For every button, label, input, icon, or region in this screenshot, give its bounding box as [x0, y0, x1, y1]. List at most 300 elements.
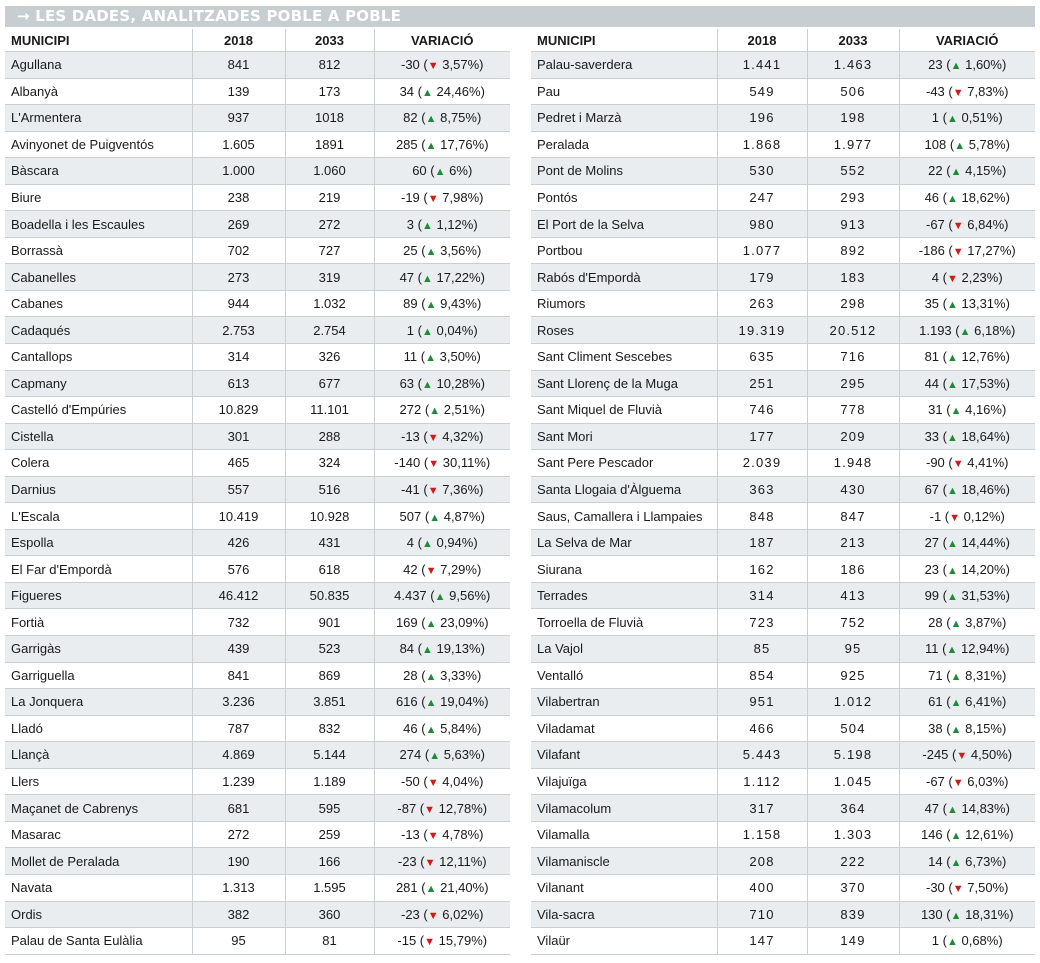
population-2033: 364 [807, 795, 899, 822]
variation-percent: 12,61% [965, 827, 1010, 843]
population-2018: 466 [717, 715, 807, 742]
variation-change: 1 [931, 110, 940, 126]
paren-close: ) [1004, 880, 1009, 896]
municipality-name: Portbou [531, 237, 717, 264]
triangle-up-icon: ▲ [946, 538, 958, 551]
variation-percent: 18,31% [965, 906, 1010, 922]
variation-cell [374, 52, 510, 79]
population-2018: 5.443 [717, 742, 807, 769]
table-row [5, 715, 510, 742]
municipality-name: Cadaqués [5, 317, 192, 344]
paren-open: ( [942, 720, 951, 736]
variation-percent: 4,78% [442, 827, 480, 843]
paren-open: ( [417, 694, 426, 710]
population-2018: 681 [192, 795, 285, 822]
triangle-up-icon: ▲ [946, 352, 958, 365]
variation-percent: 21,40% [440, 880, 485, 896]
population-2033: 326 [285, 344, 374, 371]
variation-cell [899, 131, 1035, 158]
table-row [5, 582, 510, 609]
triangle-up-icon: ▲ [425, 113, 437, 126]
triangle-up-icon: ▲ [425, 883, 437, 896]
paren-open: ( [417, 667, 426, 683]
section-banner [5, 6, 1035, 27]
variation-change: 1 [406, 322, 415, 338]
municipality-name: L'Armentera [5, 105, 192, 132]
variation-cell [899, 689, 1035, 716]
variation-cell [374, 78, 510, 105]
paren-close: ) [473, 216, 478, 232]
paren-close: ) [1011, 322, 1016, 338]
table-row [531, 317, 1035, 344]
municipality-name: Saus, Camallera i Llampaies [531, 503, 717, 530]
variation-change: -186 [918, 243, 945, 259]
variation-change: 27 [924, 535, 940, 551]
population-2018: 19.319 [717, 317, 807, 344]
population-2018: 841 [192, 662, 285, 689]
table-row [531, 662, 1035, 689]
triangle-down-icon: ▼ [427, 909, 439, 922]
municipality-name: Pont de Molins [531, 158, 717, 185]
triangle-up-icon: ▲ [950, 723, 962, 736]
variation-percent: 12,76% [961, 349, 1006, 365]
municipality-name: Llançà [5, 742, 192, 769]
paren-close: ) [998, 269, 1003, 285]
variation-change: -43 [926, 83, 945, 99]
variation-change: 31 [928, 402, 943, 418]
paren-close: ) [479, 774, 484, 790]
paren-close: ) [480, 83, 485, 99]
municipality-name: Darnius [5, 476, 192, 503]
triangle-up-icon: ▲ [950, 670, 962, 683]
population-2018: 10.419 [192, 503, 285, 530]
table-row [531, 211, 1035, 238]
paren-open: ( [417, 136, 426, 152]
population-2033: 5.198 [807, 742, 899, 769]
paren-close: ) [1005, 375, 1010, 391]
paren-open: ( [419, 482, 428, 498]
population-2018: 382 [192, 901, 285, 928]
municipality-name: Torroella de Fluvià [531, 609, 717, 636]
variation-change: 81 [924, 349, 940, 365]
variation-cell [374, 290, 510, 317]
variation-change: 47 [924, 800, 940, 816]
population-2033: 20.512 [807, 317, 899, 344]
paren-open: ( [939, 535, 947, 551]
population-2018: 10.829 [192, 397, 285, 424]
population-2018: 2.039 [717, 450, 807, 477]
paren-open: ( [939, 933, 947, 949]
population-2033: 166 [285, 848, 374, 875]
variation-change: 63 [399, 375, 415, 391]
municipality-name: El Port de la Selva [531, 211, 717, 238]
table-row [5, 768, 510, 795]
population-2018: 314 [192, 344, 285, 371]
paren-close: ) [1007, 747, 1013, 763]
variation-cell [899, 742, 1035, 769]
paren-close: ) [1011, 243, 1016, 259]
municipality-name: Palau de Santa Eulàlia [5, 928, 192, 955]
paren-open: ( [419, 428, 428, 444]
variation-percent: 19,13% [436, 641, 481, 657]
paren-open: ( [939, 269, 947, 285]
paren-close: ) [473, 535, 478, 551]
paren-open: ( [939, 588, 947, 604]
variation-cell [374, 158, 510, 185]
municipality-name: Albanyà [5, 78, 192, 105]
population-2018: 530 [717, 158, 807, 185]
municipality-name: Cistella [5, 423, 192, 450]
variation-cell [374, 264, 510, 291]
municipality-name: Cabanelles [5, 264, 192, 291]
paren-close: ) [484, 880, 489, 896]
triangle-down-icon: ▼ [424, 803, 436, 816]
table-row [531, 450, 1035, 477]
variation-cell [899, 636, 1035, 663]
municipality-name: Garrigàs [5, 636, 192, 663]
variation-change: 14 [928, 853, 943, 869]
triangle-up-icon: ▲ [421, 378, 433, 391]
municipality-name: Vilajuïga [531, 768, 717, 795]
paren-open: ( [417, 243, 426, 259]
paren-open: ( [939, 190, 947, 205]
population-2033: 516 [285, 476, 374, 503]
population-2033: 677 [285, 370, 374, 397]
population-2033: 752 [807, 609, 899, 636]
population-2033: 1018 [285, 105, 374, 132]
paren-close: ) [1009, 906, 1014, 922]
municipality-name: La Jonquera [5, 689, 192, 716]
triangle-up-icon: ▲ [421, 325, 433, 338]
municipality-name: Agullana [5, 52, 192, 79]
table-row [5, 662, 510, 689]
population-2018: 1.000 [192, 158, 285, 185]
table-row [5, 874, 510, 901]
triangle-down-icon: ▼ [427, 830, 439, 843]
variation-change: -23 [401, 906, 420, 922]
paren-open: ( [944, 243, 953, 259]
population-2033: 173 [285, 78, 374, 105]
population-2033: 595 [285, 795, 374, 822]
triangle-up-icon: ▲ [950, 909, 962, 922]
column-header-variation: VARIACIÓ [374, 29, 510, 52]
table-row [5, 503, 510, 530]
column-header-municipality: MUNICIPI [5, 29, 192, 52]
variation-percent: 4,15% [965, 163, 1002, 179]
variation-cell [899, 848, 1035, 875]
triangle-up-icon: ▲ [950, 856, 962, 869]
population-2018: 147 [717, 928, 807, 955]
table-row [531, 742, 1035, 769]
variation-change: -87 [397, 800, 417, 816]
paren-open: ( [426, 163, 435, 179]
triangle-up-icon: ▲ [421, 272, 433, 285]
triangle-down-icon: ▼ [424, 856, 436, 869]
population-2018: 273 [192, 264, 285, 291]
table-row [531, 556, 1035, 583]
variation-percent: 17,27% [967, 243, 1012, 259]
population-2033: 10.928 [285, 503, 374, 530]
variation-change: 285 [395, 136, 418, 152]
triangle-up-icon: ▲ [946, 803, 958, 816]
municipality-name: Ventalló [531, 662, 717, 689]
population-2033: 198 [807, 105, 899, 132]
variation-change: -23 [397, 853, 417, 869]
paren-open: ( [417, 349, 426, 365]
population-2018: 951 [717, 689, 807, 716]
variation-percent: 0,68% [961, 933, 999, 949]
variation-percent: 23,09% [440, 614, 485, 630]
municipality-name: Roses [531, 317, 717, 344]
variation-cell [374, 768, 510, 795]
variation-change: 99 [924, 588, 940, 604]
triangle-up-icon: ▲ [946, 378, 958, 391]
population-2033: 431 [285, 529, 374, 556]
triangle-up-icon: ▲ [946, 485, 958, 498]
population-2033: 272 [285, 211, 374, 238]
variation-percent: 19,04% [440, 694, 485, 710]
paren-open: ( [417, 561, 426, 577]
paren-close: ) [476, 720, 482, 736]
triangle-up-icon: ▲ [950, 830, 962, 843]
variation-change: 28 [403, 667, 418, 683]
population-2018: 787 [192, 715, 285, 742]
variation-change: 67 [924, 482, 940, 498]
variation-change: -90 [926, 455, 945, 471]
population-2018: 549 [717, 78, 807, 105]
population-2018: 1.868 [717, 131, 807, 158]
paren-open: ( [426, 588, 435, 604]
paren-close: ) [480, 641, 485, 657]
variation-percent: 3,57% [442, 57, 480, 73]
municipality-name: Colera [5, 450, 192, 477]
paren-open: ( [944, 216, 953, 232]
variation-cell [899, 874, 1035, 901]
population-2033: 812 [285, 52, 374, 79]
variation-cell [899, 928, 1035, 955]
paren-close: ) [1004, 216, 1009, 232]
variation-percent: 31,53% [961, 588, 1006, 604]
municipality-name: Rabós d'Empordà [531, 264, 717, 291]
population-2033: 219 [285, 184, 374, 211]
variation-change: 272 [399, 402, 422, 418]
variation-percent: 3,50% [439, 349, 477, 365]
municipality-name: Avinyonet de Puigventós [5, 131, 192, 158]
triangle-down-icon: ▼ [427, 777, 439, 790]
variation-cell [374, 105, 510, 132]
paren-open: ( [417, 110, 426, 126]
variation-percent: 13,31% [961, 296, 1006, 312]
triangle-up-icon: ▲ [946, 591, 958, 604]
variation-percent: 18,62% [961, 190, 1006, 205]
population-2018: 746 [717, 397, 807, 424]
population-2018: 2.753 [192, 317, 285, 344]
population-2033: 901 [285, 609, 374, 636]
variation-change: 33 [924, 428, 940, 444]
variation-percent: 14,44% [961, 535, 1006, 551]
municipality-name: Vilamalla [531, 821, 717, 848]
population-2018: 272 [192, 821, 285, 848]
table-row [531, 768, 1035, 795]
table-row [531, 609, 1035, 636]
municipality-name: Llers [5, 768, 192, 795]
paren-open: ( [419, 774, 428, 790]
table-body-right [531, 52, 1035, 955]
population-2018: 314 [717, 582, 807, 609]
variation-change: -67 [926, 774, 945, 790]
municipality-name: Vilamacolum [531, 795, 717, 822]
variation-percent: 2,51% [443, 402, 481, 418]
variation-cell [374, 689, 510, 716]
municipality-table-left [5, 29, 510, 955]
triangle-up-icon: ▲ [429, 511, 441, 524]
table-row [531, 158, 1035, 185]
triangle-up-icon: ▲ [421, 644, 433, 657]
variation-cell [899, 52, 1035, 79]
paren-open: ( [942, 614, 951, 630]
municipality-name: Boadella i les Escaules [5, 211, 192, 238]
population-2018: 1.158 [717, 821, 807, 848]
population-2033: 3.851 [285, 689, 374, 716]
table-row [531, 78, 1035, 105]
column-header-2033: 2033 [285, 29, 374, 52]
table-row [5, 848, 510, 875]
variation-percent: 7,83% [967, 83, 1005, 99]
triangle-up-icon: ▲ [959, 325, 971, 338]
variation-percent: 7,98% [442, 190, 480, 205]
paren-open: ( [939, 375, 947, 391]
paren-open: ( [938, 641, 947, 657]
population-2018: 1.112 [717, 768, 807, 795]
population-2018: 400 [717, 874, 807, 901]
variation-percent: 8,15% [965, 720, 1002, 736]
paren-close: ) [482, 800, 488, 816]
variation-cell [899, 184, 1035, 211]
paren-open: ( [946, 136, 955, 152]
variation-cell [899, 397, 1035, 424]
variation-cell [899, 795, 1035, 822]
population-2033: 95 [807, 636, 899, 663]
population-2033: 504 [807, 715, 899, 742]
population-2018: 723 [717, 609, 807, 636]
population-2033: 1.012 [807, 689, 899, 716]
variation-cell [374, 344, 510, 371]
paren-open: ( [939, 482, 947, 498]
triangle-down-icon: ▼ [952, 458, 964, 471]
table-row [531, 105, 1035, 132]
paren-close: ) [479, 190, 484, 205]
population-2018: 85 [717, 636, 807, 663]
table-row [531, 928, 1035, 955]
variation-change: 130 [920, 906, 943, 922]
variation-percent: 14,83% [961, 800, 1006, 816]
table-row [531, 689, 1035, 716]
variation-percent: 18,64% [961, 428, 1006, 444]
variation-percent: 1,12% [436, 216, 474, 232]
municipality-name: Navata [5, 874, 192, 901]
variation-cell [374, 476, 510, 503]
variation-cell [374, 317, 510, 344]
population-2033: 847 [807, 503, 899, 530]
variation-change: 4.437 [394, 588, 427, 604]
variation-change: 60 [412, 163, 427, 179]
table-row [531, 370, 1035, 397]
paren-close: ) [1001, 614, 1007, 630]
variation-cell [374, 928, 510, 955]
variation-change: 23 [924, 561, 940, 577]
table-row [531, 582, 1035, 609]
paren-open: ( [414, 269, 422, 285]
triangle-up-icon: ▲ [421, 538, 433, 551]
triangle-up-icon: ▲ [434, 166, 446, 179]
variation-cell [374, 742, 510, 769]
variation-cell [899, 662, 1035, 689]
variation-change: -15 [397, 933, 417, 949]
paren-close: ) [484, 614, 489, 630]
paren-open: ( [414, 641, 422, 657]
table-row [531, 184, 1035, 211]
table-row [531, 636, 1035, 663]
triangle-up-icon: ▲ [425, 723, 437, 736]
variation-cell [374, 237, 510, 264]
population-2033: 430 [807, 476, 899, 503]
paren-open: ( [414, 216, 422, 232]
paren-close: ) [479, 827, 484, 843]
variation-cell [899, 105, 1035, 132]
population-2033: 925 [807, 662, 899, 689]
variation-cell [899, 450, 1035, 477]
paren-close: ) [484, 136, 489, 152]
population-2033: 1.595 [285, 874, 374, 901]
population-2018: 613 [192, 370, 285, 397]
paren-close: ) [1005, 641, 1010, 657]
table-row [531, 503, 1035, 530]
paren-open: ( [942, 853, 951, 869]
municipality-name: Garriguella [5, 662, 192, 689]
triangle-down-icon: ▼ [428, 458, 440, 471]
population-2018: 301 [192, 423, 285, 450]
variation-percent: 7,36% [442, 482, 480, 498]
variation-percent: 4,32% [442, 428, 480, 444]
triangle-up-icon: ▲ [434, 591, 446, 604]
population-2033: 832 [285, 715, 374, 742]
paren-close: ) [479, 482, 484, 498]
paren-close: ) [1004, 83, 1009, 99]
population-2018: 1.077 [717, 237, 807, 264]
variation-cell [374, 848, 510, 875]
paren-close: ) [473, 322, 478, 338]
triangle-up-icon: ▲ [425, 697, 437, 710]
variation-cell [899, 529, 1035, 556]
triangle-down-icon: ▼ [424, 936, 436, 949]
paren-close: ) [480, 269, 485, 285]
variation-cell [374, 609, 510, 636]
variation-change: -19 [401, 190, 420, 205]
table-row [5, 264, 510, 291]
paren-close: ) [1001, 853, 1007, 869]
variation-percent: 0,94% [436, 535, 474, 551]
table-row [5, 556, 510, 583]
population-2033: 149 [807, 928, 899, 955]
population-2018: 426 [192, 529, 285, 556]
paren-close: ) [1005, 482, 1010, 498]
population-2033: 506 [807, 78, 899, 105]
variation-change: 61 [928, 694, 943, 710]
variation-change: 616 [395, 694, 418, 710]
population-2018: 238 [192, 184, 285, 211]
triangle-down-icon: ▼ [952, 883, 964, 896]
variation-cell [374, 370, 510, 397]
